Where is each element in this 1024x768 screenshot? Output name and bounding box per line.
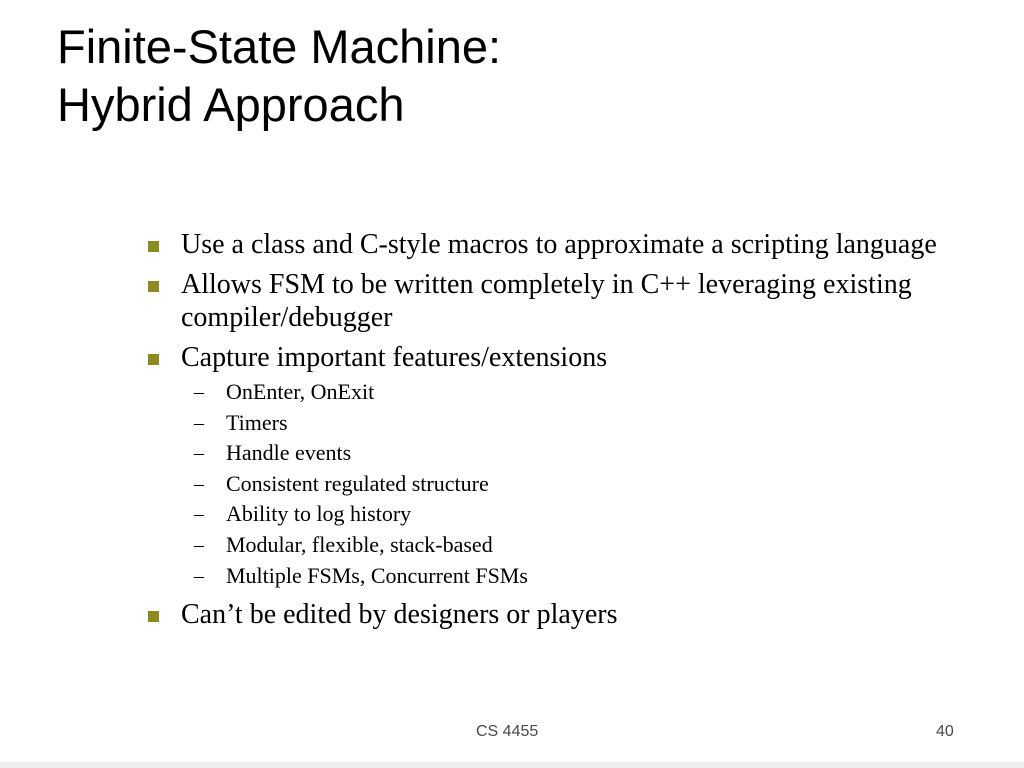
- dash-icon: –: [194, 564, 204, 587]
- bottom-divider: [0, 762, 1024, 768]
- bullet-item: [145, 228, 985, 261]
- sub-bullet-item: [181, 469, 985, 500]
- dash-icon: –: [194, 533, 204, 556]
- bullet-text: Use a class and C-style macros to approximate a scripting language: [181, 229, 937, 260]
- bullet-text: Can’t be edited by designers or players: [181, 599, 618, 631]
- sub-bullet-text: Timers: [226, 409, 288, 435]
- bullet-list: [145, 228, 985, 638]
- bullet-item: [145, 341, 985, 591]
- slide-title-line-1: Finite-State Machine:: [57, 20, 502, 73]
- dash-icon: –: [194, 442, 204, 465]
- footer-course: CS 4455: [476, 723, 539, 740]
- slide-title-line-2: Hybrid Approach: [57, 78, 405, 131]
- sub-bullet-item: [181, 530, 985, 561]
- slide-number: 40: [936, 723, 954, 740]
- sub-bullet-text: Multiple FSMs, Concurrent FSMs: [226, 562, 528, 588]
- sub-bullet-item: [181, 561, 985, 592]
- square-bullet-icon: [148, 354, 159, 365]
- square-bullet-icon: [148, 611, 159, 622]
- bullet-text: Capture important features/extensions: [181, 342, 608, 373]
- bullet-item: [145, 598, 985, 631]
- square-bullet-icon: [148, 281, 159, 292]
- sub-bullet-item: [181, 377, 985, 408]
- sub-bullet-item: [181, 438, 985, 469]
- sub-bullet-text: Consistent regulated structure: [226, 470, 489, 496]
- sub-bullet-item: [181, 499, 985, 530]
- slide-title: [57, 18, 957, 134]
- sub-bullet-list: [181, 377, 985, 591]
- square-bullet-icon: [148, 241, 159, 252]
- sub-bullet-text: Modular, flexible, stack-based: [226, 531, 493, 557]
- dash-icon: –: [194, 503, 204, 526]
- bullet-text: Allows FSM to be written completely in C++ leveraging existing compiler/debugger: [181, 269, 912, 333]
- bullet-item: [145, 268, 985, 334]
- sub-bullet-item: [181, 408, 985, 439]
- dash-icon: –: [194, 472, 204, 495]
- dash-icon: –: [194, 411, 204, 434]
- sub-bullet-text: OnEnter, OnExit: [226, 379, 375, 404]
- sub-bullet-text: Handle events: [226, 440, 352, 466]
- sub-bullet-text: Ability to log history: [226, 501, 412, 527]
- dash-icon: –: [194, 381, 204, 403]
